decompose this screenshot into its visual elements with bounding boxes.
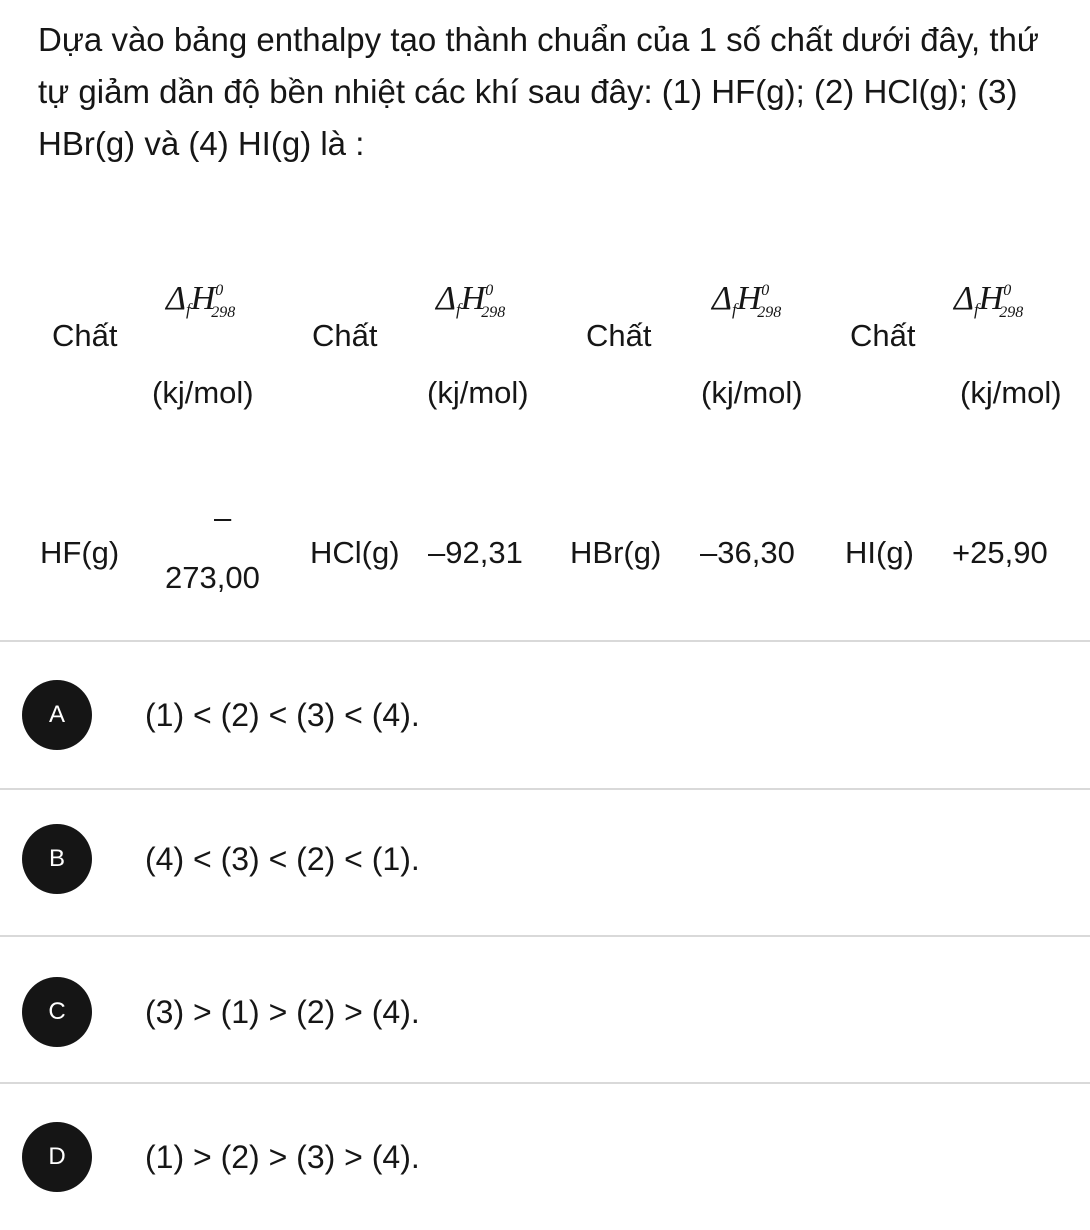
enthalpy-formula-2: ΔfH$^0_{298}$ xyxy=(436,280,506,321)
option-d[interactable] xyxy=(0,1084,1090,1230)
option-b[interactable] xyxy=(0,790,1090,936)
option-b-text: (4) < (3) < (2) < (1). xyxy=(145,841,420,877)
unit-label-1: (kj/mol) xyxy=(152,375,254,410)
enthalpy-formula-1: ΔfH$^0_{298}$ xyxy=(166,280,236,321)
enthalpy-formula-3: ΔfH$^0_{298}$ xyxy=(712,280,782,321)
unit-label-2: (kj/mol) xyxy=(427,375,529,410)
substance-hcl: HCl(g) xyxy=(310,535,400,570)
col-header-substance-1: Chất xyxy=(52,318,118,353)
substance-hbr: HBr(g) xyxy=(570,535,662,570)
value-hcl: –92,31 xyxy=(428,535,523,570)
option-a[interactable] xyxy=(0,642,1090,788)
value-sign-hf: – xyxy=(214,500,232,535)
value-hi: +25,90 xyxy=(952,535,1048,570)
option-c-badge: C xyxy=(22,977,92,1047)
col-header-substance-4: Chất xyxy=(850,318,916,353)
option-a-text: (1) < (2) < (3) < (4). xyxy=(145,697,420,733)
unit-label-4: (kj/mol) xyxy=(960,375,1062,410)
option-c-text: (3) > (1) > (2) > (4). xyxy=(145,994,420,1030)
option-d-text: (1) > (2) > (3) > (4). xyxy=(145,1139,420,1175)
col-header-substance-3: Chất xyxy=(586,318,652,353)
question-text: Dựa vào bảng enthalpy tạo thành chuẩn của 1 số chất dưới đây, thứ tự giảm dần độ bền nhiệt các khí sau đây: (1) HF(g); (2) HCl(g); (3) HBr(g) và (4) HI(g) là : xyxy=(38,21,1039,162)
enthalpy-table xyxy=(0,230,1090,640)
value-hf: 273,00 xyxy=(165,560,260,595)
substance-hi: HI(g) xyxy=(845,535,914,570)
option-b-badge: B xyxy=(22,824,92,894)
substance-hf: HF(g) xyxy=(40,535,120,570)
option-a-badge: A xyxy=(22,680,92,750)
option-d-badge: D xyxy=(22,1122,92,1192)
unit-label-3: (kj/mol) xyxy=(701,375,803,410)
enthalpy-formula-4: ΔfH$^0_{298}$ xyxy=(954,280,1024,321)
col-header-substance-2: Chất xyxy=(312,318,378,353)
value-hbr: –36,30 xyxy=(700,535,795,570)
option-c[interactable] xyxy=(0,937,1090,1083)
